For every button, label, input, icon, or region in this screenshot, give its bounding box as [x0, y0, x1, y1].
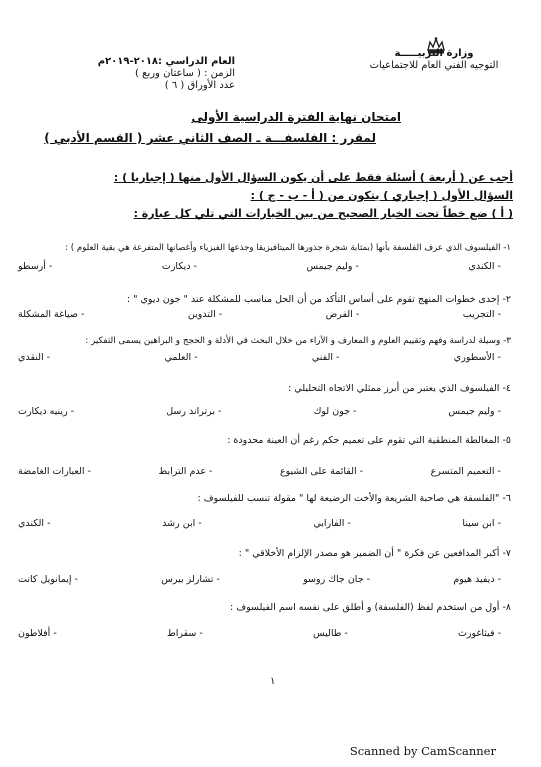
ministry-name: وزارة التربيـــــة	[394, 48, 474, 59]
option[interactable]: - ديكارت	[161, 261, 197, 272]
academic-year: العام الدراسي :٢٠١٨-٢٠١٩م	[97, 56, 235, 67]
general-instruction: أجب عن ( أربعة ) أسئلة فقط على أن يكون السؤال الأول منها ( إجباريا ) :	[113, 171, 513, 184]
option[interactable]: - العلمي	[164, 352, 198, 363]
exam-title: امتحان نهاية الفترة الدراسية الأولى	[191, 110, 401, 124]
option[interactable]: - ديفيد هيوم	[453, 574, 501, 585]
camscanner-footer: Scanned by CamScanner	[349, 744, 496, 758]
option[interactable]: - القائمة على الشيوع	[279, 466, 364, 477]
option[interactable]: - الكندي	[468, 261, 501, 272]
option[interactable]: - النقدي	[18, 352, 51, 363]
option[interactable]: - الأسطوري	[453, 352, 501, 363]
question-1: ١- الفيلسوف الذي عرف الفلسفة بأنها (بمثابة شجرة جذورها الميتافيزيقا وجذعها الفيزياء وأغصانها المتفرعة هي بقية العلوم ) :	[65, 243, 511, 253]
option[interactable]: - برتراند رسل	[166, 406, 222, 417]
question-3: ٣- وسيلة لدراسة وفهم وتقييم العلوم و المعارف و الآراء من خلال البحث في الأدلة و الحجج و البراهين يسمى التفكير :	[85, 336, 511, 346]
part-a-instruction: ( أ ) ضع خطاً تحت الخيار الصحيح من بين الخيارات التي تلي كل عبارة :	[133, 207, 513, 220]
option[interactable]: - وليم جيمس	[448, 406, 501, 417]
exam-time: الزمن : ( ساعتان وربع )	[135, 68, 235, 79]
option[interactable]: - جون لوك	[313, 406, 357, 417]
question-6: ٦- "الفلسفة هي صاحبة الشريعة والأخت الرضيعة لها " مقولة تنسب للفيلسوف :	[197, 493, 511, 504]
pages-count: عدد الأوراق ( ٦ )	[164, 80, 235, 91]
question-7: ٧- أكبر المدافعين عن فكرة " أن الضمير هو مصدر الإلزام الأخلاقي " :	[238, 548, 511, 559]
option[interactable]: - أفلاطون	[18, 628, 57, 639]
question-5: ٥- المغالطة المنطقية التي تقوم على تعميم حكم رغم أن العينة محدودة :	[227, 435, 511, 446]
option[interactable]: - الفرض	[325, 309, 360, 320]
department-name: التوجيه الفني العام للاجتماعيات	[369, 60, 499, 71]
option[interactable]: - الفارابي	[313, 518, 351, 529]
option[interactable]: - وليم جيمس	[306, 261, 359, 272]
option[interactable]: - العبارات الغامضة	[18, 466, 91, 477]
ministry-header	[349, 48, 519, 72]
question-4: ٤- الفيلسوف الذي يعتبر من أبرز ممثلي الاتجاه التحليلي :	[288, 383, 511, 394]
first-question-instruction: السؤال الأول ( إجباري ) يتكون من ( أ - ب - ج ) :	[250, 189, 513, 202]
option[interactable]: - ابن رشد	[162, 518, 202, 529]
option[interactable]: - رينيه ديكارت	[18, 406, 75, 417]
exam-subject: لمقرر : الفلسفـــة ـ الصف الثاني عشر ( القسم الأدبي )	[44, 131, 376, 145]
question-3-options	[18, 352, 501, 363]
question-2: ٢- إحدى خطوات المنهج تقوم على أساس التأكد من أن الحل مناسب للمشكلة عند " جون ديوي " :	[126, 294, 511, 305]
option[interactable]: - جان جاك روسو	[303, 574, 371, 585]
option[interactable]: - الكندي	[18, 518, 51, 529]
question-7-options	[18, 574, 501, 585]
option[interactable]: - تشارلز بيرس	[161, 574, 220, 585]
option[interactable]: - عدم الترابط	[158, 466, 213, 477]
question-5-options	[18, 466, 501, 477]
option[interactable]: - التجريب	[462, 309, 501, 320]
option[interactable]: - التدوين	[187, 309, 223, 320]
option[interactable]: - ابن سينا	[462, 518, 501, 529]
option[interactable]: - أرسطو	[18, 261, 53, 272]
page-number: ١	[270, 676, 276, 687]
option[interactable]: - فيثاغورث	[457, 628, 501, 639]
option[interactable]: - طاليس	[313, 628, 348, 639]
question-8: ٨- أول من استخدم لفظ (الفلسفة) و أطلق على نفسه اسم الفيلسوف :	[230, 602, 511, 613]
option[interactable]: - صياغة المشكلة	[18, 309, 85, 320]
question-6-options	[18, 518, 501, 529]
option[interactable]: - إيمانويل كانت	[18, 574, 78, 585]
question-1-options	[18, 261, 501, 272]
question-8-options	[18, 628, 501, 639]
option[interactable]: - التعميم المتسرع	[430, 466, 501, 477]
question-2-options	[18, 309, 501, 320]
question-4-options	[18, 406, 501, 417]
option[interactable]: - الفني	[311, 352, 340, 363]
option[interactable]: - سقراط	[166, 628, 203, 639]
exam-meta	[75, 56, 235, 92]
